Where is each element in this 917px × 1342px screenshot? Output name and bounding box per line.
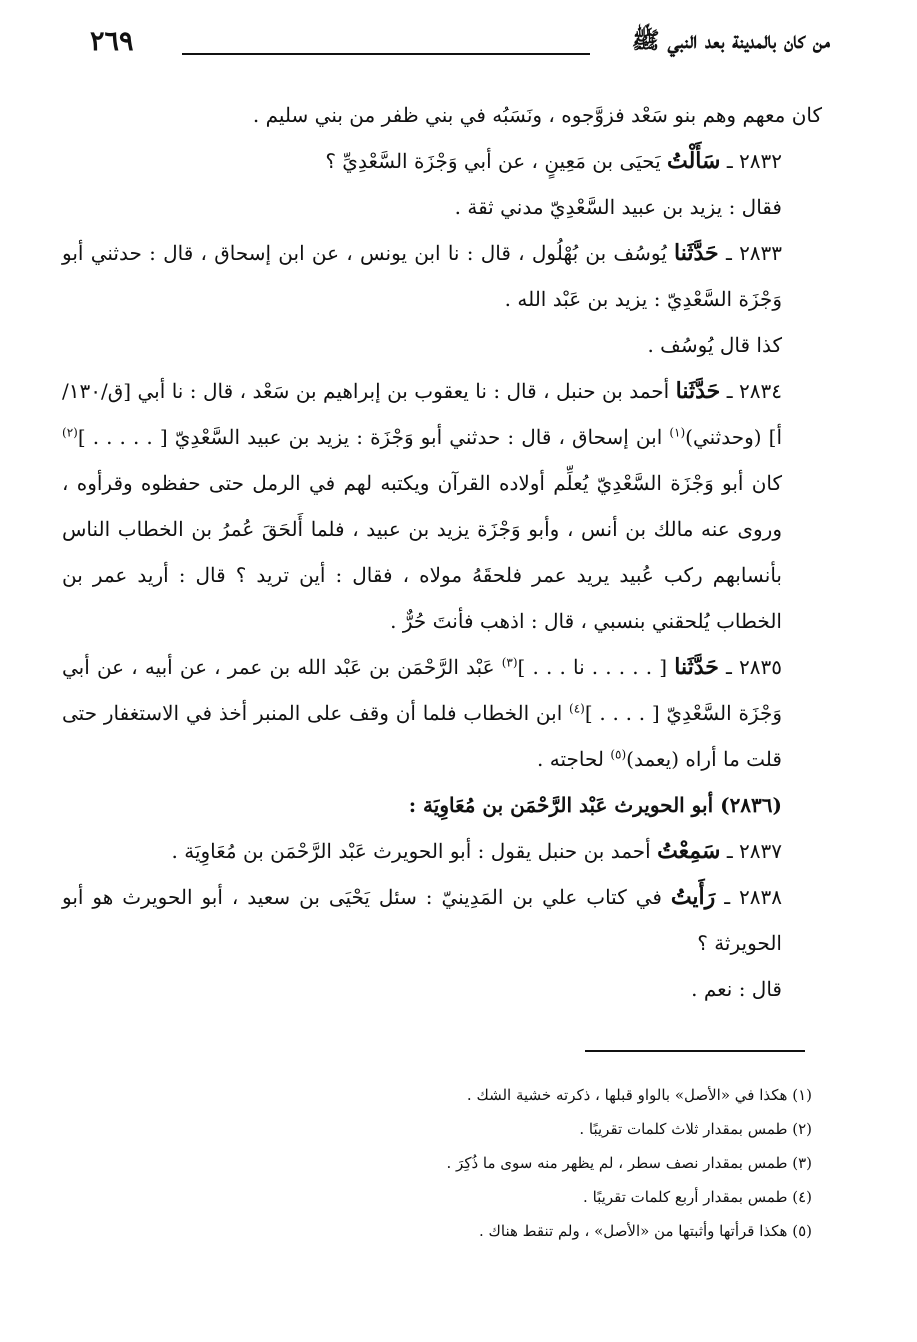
footnotes: [62, 1078, 812, 1248]
footnote-marker: (٤): [569, 701, 585, 716]
report-text: ابن الخطاب فلما أن وقف على المنبر أخذ في الاستغفار حتى قلت ما أراه (يعمد): [62, 701, 782, 771]
footnote-marker: (٥): [610, 747, 627, 762]
report-2833: [62, 230, 822, 322]
page-number: ٢٦٩: [90, 26, 134, 57]
report-2837: [62, 828, 822, 874]
report-text: أحمد بن حنبل يقول : أبو الحويرث عَبْد الرَّحْمَن بن مُعَاوِيَة .: [171, 839, 658, 863]
report-text: لحاجته .: [537, 747, 611, 771]
report-2834: [62, 368, 822, 644]
footnote-marker: (٢): [62, 425, 78, 440]
main-text: [62, 92, 822, 1012]
report-text: عَبْد الرَّحْمَن بن عَبْد الله بن عمر ، عن أبيه ، عن أبي وَجْزَة السَّعْدِيّ [ . . . . ]: [62, 655, 782, 725]
running-title: من كان بالمدينة بعد النبي ﷺ: [631, 27, 830, 54]
remark-line: كذا قال يُوسُف .: [647, 333, 782, 357]
footnote: (٣) طمس بمقدار نصف سطر ، لم يظهر منه سوى ما ذُكِرَ .: [446, 1154, 812, 1172]
footnote-marker: (٣): [501, 655, 518, 670]
report-lead-word: رَأَيتُ: [670, 884, 716, 910]
report-lead-word: حَدَّثَنا: [675, 378, 721, 404]
report-text: يَحيَى بن مَعِينٍ ، عن أبي وَجْزَة السَّعْدِيِّ ؟: [325, 149, 667, 173]
report-2835: [62, 644, 822, 782]
footnote: (٢) طمس بمقدار ثلاث كلمات تقريبًا .: [579, 1120, 812, 1138]
footnote-separator: [585, 1050, 805, 1052]
report-lead-word: حَدَّثَنا: [674, 240, 719, 266]
footnote-marker: (١): [669, 425, 686, 440]
footnote: (٤) طمس بمقدار أربع كلمات تقريبًا .: [583, 1188, 812, 1206]
report-text: أحمد بن حنبل ، قال : نا يعقوب بن إبراهيم بن سَعْد ، قال : نا أبي [ق/١٣٠/أ] (وحدثني): [62, 379, 782, 449]
report-text: يُوسُف بن بُهْلُول ، قال : نا ابن يونس ، عن ابن إسحاق ، قال : حدثني أبو وَجْزَة السَّعْدِيّ : يزيد بن عَبْد الله .: [62, 241, 782, 311]
report-number: ٢٨٣٤ ـ: [726, 379, 782, 403]
report-text: ابن إسحاق ، قال : حدثني أبو وَجْزَة : يزيد بن عبيد السَّعْدِيّ [ . . . . . ]: [77, 425, 670, 449]
answer-line: فقال : يزيد بن عبيد السَّعْدِيّ مدني ثقة .: [454, 195, 782, 219]
answer-line: قال : نعم .: [691, 977, 782, 1001]
report-2832: [62, 138, 822, 184]
report-number: ٢٨٣٥ ـ: [726, 655, 783, 679]
page-header: [60, 26, 830, 82]
report-text: في كتاب علي بن المَدِينيّ : سئل يَحْيَى بن سعيد ، أبو الحويرث هو أبو الحويرثة ؟: [62, 885, 782, 955]
report-number: ٢٨٣٨ ـ: [724, 885, 782, 909]
header-rule: [182, 53, 590, 55]
report-number: ٢٨٣٢ ـ: [726, 149, 782, 173]
report-text: كان أبو وَجْزَة السَّعْدِيّ يُعلِّم أولاده القرآن ويكتبه لهم في الرمل حتى حفظوه وقرأوه ، وروى عنه مالك بن أنس ، وأبو وَجْزَة يزيد بن عبيد ، فلما أَلحَقَ عُمرُ بن الخطاب الناس بأنسابهم ركب عُبيد يريد عمر فلحقَهُ مولاه ، فقال : أين تريد ؟ قال : أريد عمر بن الخطاب يُلحقني بنسبي ، قال : اذهب فأنتَ حُرٌّ .: [62, 471, 782, 633]
footnote: (١) هكذا في «الأصل» بالواو قبلها ، ذكرته خشية الشك .: [466, 1086, 812, 1104]
report-lead-word: حَدَّثَنا: [674, 654, 719, 680]
report-lead-word: سَمِعْتُ: [657, 838, 721, 864]
paragraph-continuation: كان معهم وهم بنو سَعْد فزوَّجوه ، ونَسَبُه في بني ظفر من بني سليم .: [252, 103, 822, 127]
report-number: ٢٨٣٣ ـ: [725, 241, 783, 265]
report-text: [ . . . . . نا . . . ]: [517, 655, 675, 679]
entry-heading: (٢٨٣٦) أبو الحويرث عَبْد الرَّحْمَن بن مُعَاوِيَة :: [408, 793, 782, 817]
report-2838: [62, 874, 822, 966]
report-lead-word: سَأَلْتُ: [667, 148, 721, 174]
footnote: (٥) هكذا قرأتها وأثبتها من «الأصل» ، ولم تنقط هناك .: [478, 1222, 812, 1240]
report-number: ٢٨٣٧ ـ: [726, 839, 782, 863]
